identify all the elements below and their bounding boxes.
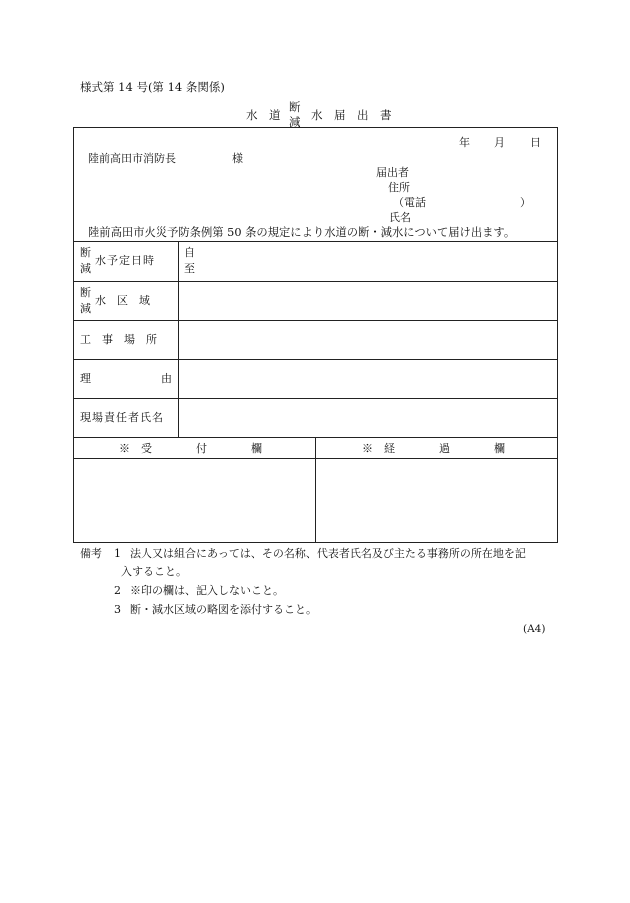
manager-field[interactable] xyxy=(180,400,555,435)
area-field[interactable] xyxy=(180,283,555,318)
schedule-from: 自 xyxy=(184,246,195,259)
row-divider xyxy=(73,398,558,399)
row-divider xyxy=(73,241,558,242)
site-label: 工 事 場 所 xyxy=(80,333,157,346)
row-divider xyxy=(73,359,558,360)
honorific: 様 xyxy=(232,152,243,165)
area-stack-top: 断 xyxy=(80,286,91,299)
label-column-divider xyxy=(178,241,179,438)
note-3-text: 断・減水区域の略図を添付すること。 xyxy=(130,603,317,616)
title-right: 水 届 出 書 xyxy=(311,108,392,122)
progress-field xyxy=(317,460,556,541)
progress-column-header: ※ 経 過 欄 xyxy=(362,442,505,455)
month-label: 月 xyxy=(494,136,505,149)
area-label: 水 区 域 xyxy=(95,294,150,307)
schedule-to: 至 xyxy=(184,262,195,275)
manager-label: 現場責任者氏名 xyxy=(80,411,164,424)
paper-size: (A4) xyxy=(523,623,546,635)
note-1-text: 法人又は組合にあっては、その名称、代表者氏名及び主たる事務所の所在地を記 xyxy=(130,547,526,560)
title-stack-top: 断 xyxy=(289,100,301,114)
name-label: 氏名 xyxy=(389,211,411,224)
row-divider xyxy=(73,320,558,321)
schedule-stack-top: 断 xyxy=(80,246,91,259)
note-3-number: 3 xyxy=(114,603,121,616)
form-reference: 様式第 14 号(第 14 条関係) xyxy=(80,80,225,94)
area-stack-bottom: 減 xyxy=(80,302,91,315)
note-1-number: 1 xyxy=(114,547,121,560)
reason-field[interactable] xyxy=(180,361,555,396)
office-column-divider xyxy=(315,437,316,543)
row-divider xyxy=(73,281,558,282)
applicant-label: 届出者 xyxy=(376,166,409,179)
day-label: 日 xyxy=(530,136,541,149)
phone-close: ） xyxy=(520,196,531,209)
title-stack-bottom: 減 xyxy=(289,115,301,129)
site-field[interactable] xyxy=(180,322,555,357)
addressee: 陸前高田市消防長 xyxy=(88,152,176,165)
notes-heading: 備考 xyxy=(80,547,102,560)
note-1-text-cont: 入すること。 xyxy=(121,565,187,578)
reason-label-left: 理 xyxy=(80,372,91,385)
reason-label-right: 由 xyxy=(161,372,172,385)
address-label: 住所 xyxy=(388,181,410,194)
schedule-stack-bottom: 減 xyxy=(80,262,91,275)
schedule-label: 水予定日時 xyxy=(95,254,155,267)
phone-open: （電話 xyxy=(393,196,426,209)
statement: 陸前高田市火災予防条例第 50 条の規定により水道の断・減水について届け出ます。 xyxy=(88,226,516,239)
schedule-field[interactable] xyxy=(200,244,550,278)
note-2-text: ※印の欄は、記入しないこと。 xyxy=(130,584,284,597)
year-label: 年 xyxy=(459,136,470,149)
reception-field xyxy=(75,460,313,541)
title-left: 水 道 xyxy=(246,108,281,122)
reception-column-header: ※ 受 付 欄 xyxy=(119,442,262,455)
note-2-number: 2 xyxy=(114,584,121,597)
